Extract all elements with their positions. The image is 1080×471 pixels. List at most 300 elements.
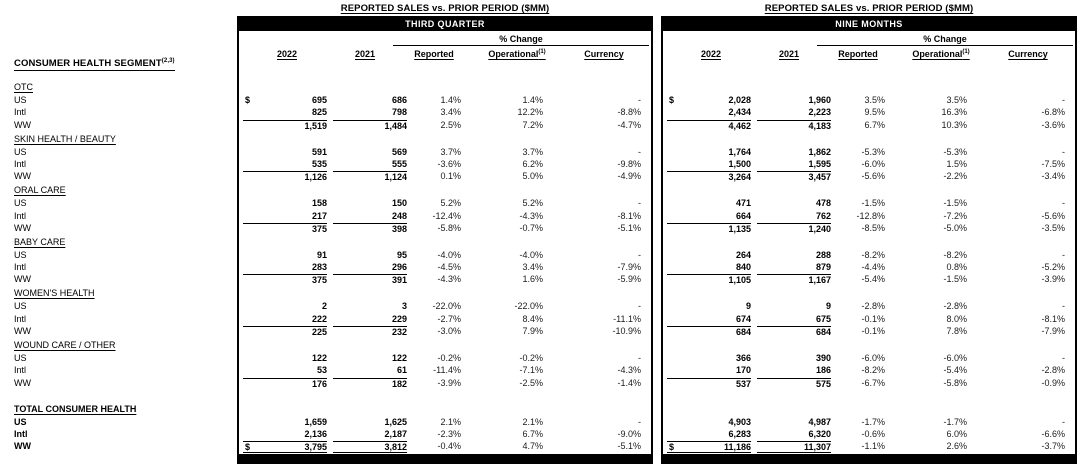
col-header-2022: 2022 [276,49,298,59]
value-2021: 288 [815,249,831,260]
pct-reported: -2.8% [861,301,885,312]
value-2022: 1,519 [304,120,327,131]
pct-reported: -8.5% [861,222,885,233]
value-2022: 4,903 [728,416,751,427]
value-group-2021 [333,353,407,364]
table-row-us [239,250,651,261]
value-group-2022 [667,429,751,440]
value-2022: 176 [311,378,327,389]
pct-currency: - [1062,301,1065,312]
segment-label: WOMEN'S HEALTH [14,288,95,299]
col-header-reported: Reported [414,49,454,59]
operational-footnote: (1) [538,49,546,55]
panel-third-quarter [237,16,653,464]
pct-operational: -4.3% [519,210,543,221]
value-2022: 825 [311,107,327,118]
pct-operational: 4.7% [522,441,543,452]
pct-operational: -8.2% [943,249,967,260]
table-row-intl [663,365,1075,376]
value-group-2021 [757,378,831,389]
bottom-bar [663,454,1075,462]
value-2021: 3,457 [808,172,831,183]
pct-operational: 2.1% [522,416,543,427]
pct-reported: -0.1% [861,326,885,336]
row-label-ww: WW [14,326,31,336]
value-2021: 575 [815,378,831,389]
value-2022: 53 [316,365,327,376]
value-2021: 1,240 [808,223,831,234]
value-group-2022 [243,326,327,337]
value-2022: 2,028 [728,95,751,105]
pct-reported: -1.5% [861,198,885,209]
col-header-operational: Operational$^{(1)}$ [912,49,970,59]
pct-reported: 1.4% [440,95,461,105]
dollar-sign: $ [245,442,251,453]
value-2021: 1,167 [808,275,831,286]
pct-operational: -2.5% [519,377,543,388]
pct-currency: -0.9% [1041,377,1065,388]
operational-footnote: (1) [962,49,970,55]
pct-currency: -9.0% [617,428,641,439]
value-group-2021 [333,378,407,389]
value-2022: 1,105 [728,275,751,286]
pct-operational: -0.2% [519,353,543,363]
table-row-us [239,147,651,158]
value-2021: 61 [396,365,407,376]
value-group-2022 [243,262,327,273]
table-row-ww [663,223,1075,234]
value-2022: 158 [311,198,327,209]
pct-currency: -6.8% [1041,107,1065,118]
pct-currency: -7.5% [1041,158,1065,169]
value-group-2022 [667,326,751,337]
pct-currency: -10.9% [612,326,641,336]
row-label-us: US [14,198,27,209]
value-2022: 2,434 [728,107,751,118]
pct-reported: -4.4% [861,262,885,273]
value-group-2021 [757,147,831,158]
pct-currency: - [1062,198,1065,209]
value-2021: 2,187 [384,428,407,439]
table-row-ww [663,274,1075,285]
value-2022: 375 [311,275,327,286]
pct-currency: -11.1% [613,313,641,324]
segment-label: ORAL CARE [14,185,66,196]
value-2022: 4,462 [728,120,751,131]
pct-currency: - [638,301,641,312]
pct-operational: -5.8% [943,377,967,388]
value-2021: 1,625 [384,416,407,427]
col-header-operational: Operational$^{(1)}$ [488,49,546,59]
value-2021: 3 [401,301,407,312]
row-label-us: US [14,249,27,260]
value-2021: 1,484 [384,120,407,131]
value-2021: 762 [815,210,831,221]
value-group-2022 [667,171,751,182]
pct-currency: -8.8% [617,107,641,118]
pct-operational: -5.3% [943,146,967,157]
value-group-2021 [333,107,407,118]
value-2022: 840 [735,262,751,273]
pct-operational: 8.0% [946,313,967,324]
col-header-currency: Currency [584,49,624,59]
value-group-2022 [667,417,751,428]
value-group-2021 [333,147,407,158]
pct-operational: -5.0% [943,222,967,233]
col-header-2021: 2021 [354,49,376,59]
segment-label: SKIN HEALTH / BEAUTY [14,133,116,144]
value-2021: 248 [391,210,407,221]
value-group-2021 [333,95,407,106]
pct-currency: -4.3% [617,365,641,376]
value-2022: 283 [311,262,327,273]
pct-currency: - [638,416,641,427]
pct-operational: 5.0% [522,171,543,182]
pct-reported: -4.3% [437,274,461,285]
value-2021: 2,223 [808,107,831,118]
pct-operational: 0.8% [946,262,967,273]
row-label-us: US [14,301,27,312]
value-group-2022 [243,171,327,182]
value-group-2021 [757,417,831,428]
table-row-us [663,353,1075,364]
row-label-intl: Intl [14,158,27,169]
value-2022: 222 [311,313,327,324]
value-2022: 366 [735,353,751,363]
pct-currency: -1.4% [617,377,641,388]
value-2022: 9 [745,301,751,312]
value-group-2021 [757,353,831,364]
pct-operational: 1.4% [522,95,543,105]
row-label-intl: Intl [14,210,27,221]
value-group-2022 [243,95,327,106]
pct-reported: 3.4% [440,107,461,118]
pct-operational: -2.2% [943,171,967,182]
table-row-ww [239,223,651,234]
pct-currency: -4.7% [617,119,641,130]
value-group-2022 [243,107,327,118]
segment-label: WOUND CARE / OTHER [14,340,116,350]
pct-reported: -5.8% [437,222,461,233]
value-2021: 182 [391,378,407,389]
value-group-2022 [667,378,751,389]
pct-reported: -4.5% [437,262,461,273]
table-row-us [239,198,651,209]
pct-reported: -0.1% [861,313,885,324]
value-2021: 11,307 [803,442,831,453]
row-label-intl: Intl [14,428,28,439]
row-label-ww: WW [14,171,31,182]
pct-currency: - [638,353,641,363]
pct-reported: -5.6% [861,171,885,182]
value-group-2021 [757,95,831,106]
pct-reported: 2.1% [440,416,461,427]
pct-currency: -5.2% [1041,262,1065,273]
panel-title-nine-months: REPORTED SALES vs. PRIOR PERIOD ($MM) [764,3,974,14]
value-group-2021 [333,198,407,209]
pct-currency: -5.1% [617,441,641,452]
pct-operational: 3.7% [522,146,543,157]
table-row-us [663,198,1075,209]
value-group-2021 [757,198,831,209]
pct-reported: -22.0% [432,301,461,312]
pct-reported: -2.3% [437,428,461,439]
pct-reported: -6.0% [861,158,885,169]
value-2022: 684 [735,327,751,337]
value-2022: 674 [735,313,751,324]
table-row-ww [239,441,651,452]
pct-reported: -0.6% [861,428,885,439]
value-2021: 4,183 [808,120,831,131]
value-group-2022 [667,353,751,364]
value-group-2022 [667,314,751,325]
value-group-2021 [333,365,407,376]
pct-operational: 7.2% [522,119,543,130]
table-row-us [663,95,1075,106]
value-group-2021 [757,326,831,337]
pct-operational: 1.5% [946,158,967,169]
value-2021: 398 [391,223,407,234]
pct-currency: -3.9% [1041,274,1065,285]
value-group-2022 [243,314,327,325]
period-bar-third-quarter: THIRD QUARTER [239,18,651,31]
pct-currency: -9.8% [617,158,641,169]
value-group-2022 [243,147,327,158]
pct-reported: 5.2% [440,198,461,209]
panel-nine-months [661,16,1077,464]
pct-change-group-header: % Change [923,34,967,44]
pct-reported: -0.2% [437,353,461,363]
pct-reported: 6.7% [864,119,885,130]
value-group-2022 [243,223,327,234]
value-group-2022 [667,95,751,106]
pct-reported: -4.0% [437,249,461,260]
pct-operational: 10.3% [941,119,967,130]
value-2021: 9 [825,301,831,312]
value-group-2022 [667,274,751,285]
value-group-2021 [757,274,831,285]
pct-currency: - [638,95,641,105]
value-2022: 6,283 [728,428,751,439]
value-group-2021 [757,120,831,131]
value-2021: 1,124 [384,172,407,183]
value-2021: 478 [815,198,831,209]
pct-currency: -5.1% [617,222,641,233]
row-label-us: US [14,95,27,105]
value-group-2022 [667,250,751,261]
value-2022: 471 [735,198,751,209]
table-row-ww [239,120,651,131]
value-2022: 2 [321,301,327,312]
value-group-2022 [667,147,751,158]
segment-heading-footnote: (2,3) [161,58,175,64]
value-2022: 3,264 [728,172,751,183]
table-row-intl [239,429,651,440]
pct-currency: -5.6% [1041,210,1065,221]
table-row-us [239,95,651,106]
table-row-intl [663,211,1075,222]
pct-reported: -8.2% [861,249,885,260]
pct-operational: 16.3% [941,107,967,118]
table-row-ww [239,326,651,337]
value-group-2022 [667,262,751,273]
table-row-ww [663,441,1075,452]
value-2022: 122 [311,353,327,363]
value-2021: 1,862 [808,146,831,157]
table-row-intl [239,365,651,376]
value-group-2021 [333,120,407,131]
pct-currency: - [638,249,641,260]
value-2021: 391 [391,275,407,286]
pct-currency: - [1062,416,1065,427]
value-2021: 879 [815,262,831,273]
pct-operational: -7.1% [519,365,543,376]
value-2022: 91 [316,249,327,260]
table-row-us [239,353,651,364]
value-2021: 686 [391,95,407,105]
pct-currency: - [1062,95,1065,105]
value-group-2022 [243,211,327,222]
pct-reported: -6.0% [861,353,885,363]
value-2022: 170 [735,365,751,376]
pct-operational: -5.4% [943,365,967,376]
value-2022: 2,136 [304,428,327,439]
pct-currency: -5.9% [617,274,641,285]
row-label-ww: WW [14,119,31,130]
table-row-ww [663,378,1075,389]
row-label-intl: Intl [14,262,27,273]
value-group-2021 [757,301,831,312]
segment-label: BABY CARE [14,236,66,247]
value-group-2022 [243,274,327,285]
pct-currency: - [1062,249,1065,260]
value-2021: 150 [391,198,407,209]
pct-operational: 5.2% [522,198,543,209]
dollar-sign: $ [669,95,675,105]
pct-operational: -1.5% [943,274,967,285]
value-group-2021 [757,262,831,273]
table-row-ww [239,274,651,285]
value-2021: 4,987 [808,416,831,427]
value-2022: 1,500 [728,158,751,169]
pct-reported: -0.4% [437,441,461,452]
value-2022: 3,795 [304,442,327,453]
value-group-2022 [667,365,751,376]
value-group-2021 [333,314,407,325]
value-group-2021 [333,326,407,337]
pct-operational: 7.9% [522,326,543,336]
table-row-us [663,250,1075,261]
pct-reported: -1.1% [861,441,885,452]
value-2021: 3,812 [384,442,407,453]
pct-reported: -3.0% [437,326,461,336]
value-2022: 217 [311,210,327,221]
value-group-2021 [757,107,831,118]
row-label-ww: WW [14,274,31,285]
pct-operational: -1.7% [943,416,967,427]
value-group-2022 [243,417,327,428]
table-row-ww [663,326,1075,337]
value-group-2022 [667,120,751,131]
value-group-2022 [243,429,327,440]
dollar-sign: $ [669,442,675,453]
pct-change-group-header: % Change [499,34,543,44]
pct-currency: -8.1% [1041,313,1065,324]
pct-reported: -1.7% [861,416,885,427]
pct-operational: 3.5% [946,95,967,105]
segment-heading-text: CONSUMER HEALTH SEGMENT [14,58,162,70]
value-group-2022 [243,301,327,312]
pct-reported: -2.7% [437,313,461,324]
value-2021: 232 [391,327,407,337]
table-row-ww [239,378,651,389]
pct-operational: -0.7% [519,222,543,233]
pct-currency: -2.8% [1041,365,1065,376]
row-label-intl: Intl [14,107,27,118]
table-row-us [663,147,1075,158]
pct-reported: -8.2% [861,365,885,376]
pct-reported: -3.6% [437,158,461,169]
value-2022: 1,659 [304,416,327,427]
value-group-2021 [757,429,831,440]
pct-currency: -3.5% [1041,222,1065,233]
row-label-ww: WW [14,377,31,388]
value-group-2021 [757,314,831,325]
bottom-bar [239,454,651,462]
pct-currency: - [1062,353,1065,363]
pct-reported: -11.4% [433,365,461,376]
pct-currency: -4.9% [617,171,641,182]
pct-currency: -7.9% [1041,326,1065,336]
pct-operational: -22.0% [514,301,543,312]
pct-operational: 3.4% [522,262,543,273]
pct-operational: -4.0% [519,249,543,260]
value-2021: 296 [391,262,407,273]
value-group-2022 [243,365,327,376]
value-2021: 555 [391,158,407,169]
value-2022: 264 [735,249,751,260]
value-group-2021 [333,223,407,234]
pct-reported: 2.5% [440,119,461,130]
value-2022: 225 [311,327,327,337]
table-row-intl [663,159,1075,170]
value-group-2021 [333,301,407,312]
table-row-intl [239,262,651,273]
pct-reported: 3.7% [440,146,461,157]
value-2021: 229 [391,313,407,324]
pct-currency: -6.6% [1041,428,1065,439]
value-group-2021 [757,223,831,234]
value-group-2022 [667,211,751,222]
value-2021: 798 [391,107,407,118]
pct-operational: -7.2% [943,210,967,221]
value-2021: 95 [396,249,407,260]
row-label-ww: WW [14,441,31,452]
value-2022: 591 [311,146,327,157]
table-row-intl [239,211,651,222]
pct-reported: 3.5% [864,95,885,105]
table-row-us [663,301,1075,312]
value-2022: 537 [735,378,751,389]
period-bar-nine-months: NINE MONTHS [663,18,1075,31]
value-2021: 684 [815,327,831,337]
value-2021: 569 [391,146,407,157]
table-row-intl [663,429,1075,440]
pct-operational: 8.4% [522,313,543,324]
row-label-us: US [14,146,27,157]
value-group-2021 [757,159,831,170]
value-group-2021 [333,429,407,440]
